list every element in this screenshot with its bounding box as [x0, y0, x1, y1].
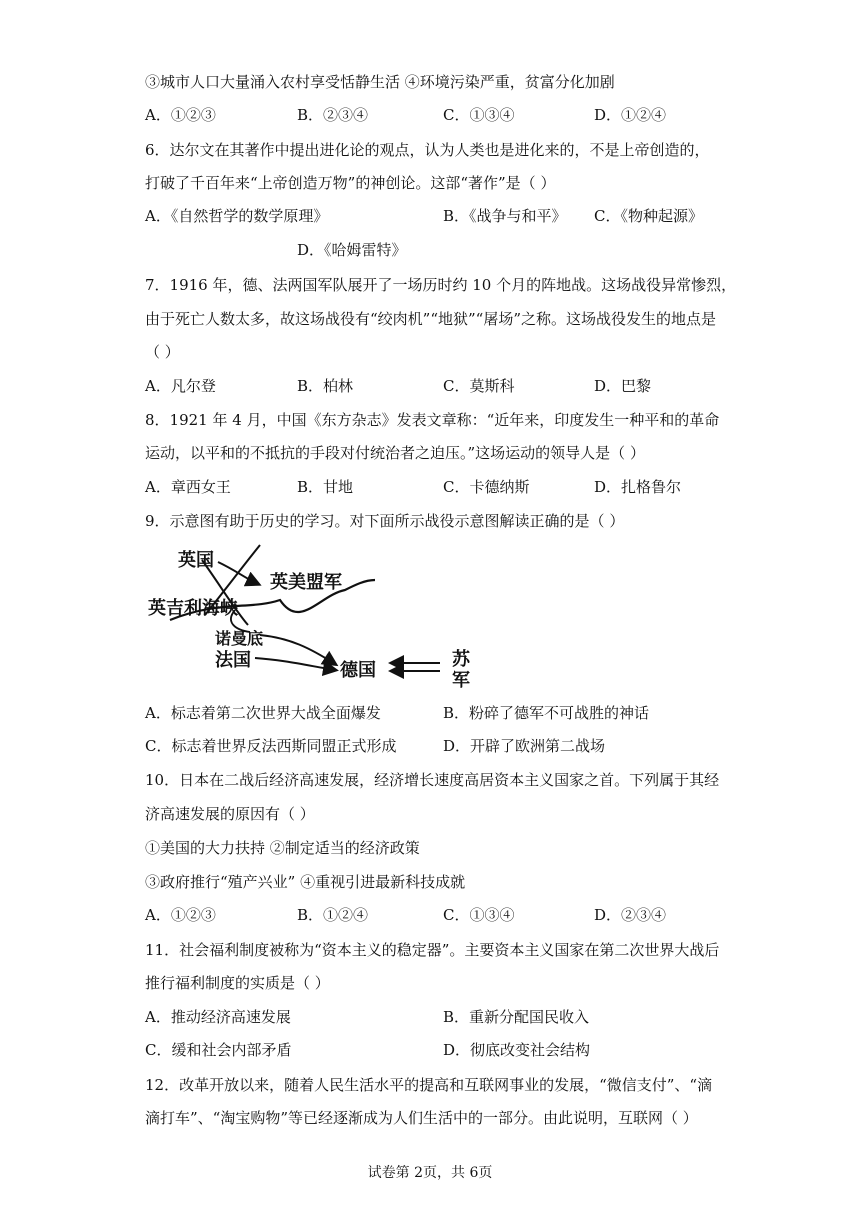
map-label-channel: 英吉利海峡 — [148, 598, 238, 619]
battle-map-diagram — [140, 540, 480, 690]
q6-option-a[interactable]: A．《自然哲学的数学原理》 — [145, 207, 329, 225]
q8-option-d[interactable]: D．扎格鲁尔 — [594, 478, 682, 496]
q5-option-c[interactable]: C．①③④ — [443, 106, 515, 124]
q11-option-d[interactable]: D．彻底改变社会结构 — [443, 1041, 591, 1059]
q10-statement-2: ③政府推行“殖产兴业” ④重视引进最新科技成就 — [145, 873, 466, 891]
q5-option-b[interactable]: B．②③④ — [297, 106, 369, 124]
q5-option-d[interactable]: D．①②④ — [594, 106, 667, 124]
q9-option-a[interactable]: A．标志着第二次世界大战全面爆发 — [145, 704, 381, 722]
page-footer: 试卷第 2页，共 6页 — [367, 1165, 493, 1181]
q6-option-b[interactable]: B．《战争与和平》 — [443, 207, 567, 225]
allies-arrow — [218, 562, 258, 584]
q7-option-a[interactable]: A．凡尔登 — [145, 377, 216, 395]
q11-stem-line-1: 11．社会福利制度被称为“资本主义的稳定器”。主要资本主义国家在第二次世界大战后 — [145, 941, 720, 959]
q7-stem-line-2: 由于死亡人数太多，故这场战役有“绞肉机”“地狱”“屠场”之称。这场战役发生的地点是 — [145, 310, 717, 328]
q7-stem-line-1: 7．1916 年，德、法两国军队展开了一场历时约 10 个月的阵地战。这场战役异常惨烈， — [145, 276, 737, 294]
q9-option-d[interactable]: D．开辟了欧洲第二战场 — [443, 737, 606, 755]
q8-stem-line-1: 8．1921 年 4 月，中国《东方杂志》发表文章称：“近年来，印度发生一种平和的革命 — [145, 411, 720, 429]
france-to-germany-arrow — [255, 658, 335, 670]
q10-option-a[interactable]: A．①②③ — [145, 906, 216, 924]
map-label-france: 法国 — [215, 650, 251, 671]
q8-option-b[interactable]: B．甘地 — [297, 478, 354, 496]
map-label-normandy: 诺曼底 — [215, 629, 264, 648]
q10-option-c[interactable]: C．①③④ — [443, 906, 515, 924]
q6-option-c[interactable]: C．《物种起源》 — [594, 207, 703, 225]
map-label-germany: 德国 — [340, 660, 376, 681]
q5-option-a[interactable]: A．①②③ — [145, 106, 216, 124]
q12-stem-line-1: 12．改革开放以来，随着人民生活水平的提高和互联网事业的发展，“微信支付”、“滴 — [145, 1076, 713, 1094]
q9-stem-line-1: 9．示意图有助于历史的学习。对下面所示战役示意图解读正确的是（ ） — [145, 512, 625, 530]
q10-option-b[interactable]: B．①②④ — [297, 906, 369, 924]
q10-stem-line-2: 济高速发展的原因有（ ） — [145, 805, 315, 823]
q8-option-a[interactable]: A．章西女王 — [145, 478, 231, 496]
q7-option-d[interactable]: D．巴黎 — [594, 377, 652, 395]
q8-option-c[interactable]: C．卡德纳斯 — [443, 478, 530, 496]
q7-option-b[interactable]: B．柏林 — [297, 377, 354, 395]
q11-option-a[interactable]: A．推动经济高速发展 — [145, 1008, 291, 1026]
q6-option-d[interactable]: D．《哈姆雷特》 — [297, 241, 407, 259]
map-label-uk: 英国 — [178, 550, 214, 571]
q11-stem-line-2: 推行福利制度的实质是（ ） — [145, 974, 330, 992]
map-label-soviet-1: 苏 — [452, 649, 470, 670]
q10-statement-1: ①美国的大力扶持 ②制定适当的经济政策 — [145, 839, 420, 857]
q11-option-c[interactable]: C．缓和社会内部矛盾 — [145, 1041, 292, 1059]
q7-stem-line-3: （ ） — [145, 343, 180, 361]
q6-stem-line-1: 6．达尔文在其著作中提出进化论的观点，认为人类也是进化来的，不是上帝创造的， — [145, 141, 710, 159]
q12-stem-line-2: 滴打车”、“淘宝购物”等已经逐渐成为人们生活中的一部分。由此说明，互联网（ ） — [145, 1109, 698, 1127]
q9-option-c[interactable]: C．标志着世界反法西斯同盟正式形成 — [145, 737, 397, 755]
q10-option-d[interactable]: D．②③④ — [594, 906, 667, 924]
q10-stem-line-1: 10．日本在二战后经济高速发展，经济增长速度高居资本主义国家之首。下列属于其经 — [145, 771, 720, 789]
q9-option-b[interactable]: B．粉碎了德军不可战胜的神话 — [443, 704, 650, 722]
map-label-allies: 英美盟军 — [270, 572, 342, 593]
map-label-soviet-2: 军 — [452, 670, 470, 690]
q11-option-b[interactable]: B．重新分配国民收入 — [443, 1008, 590, 1026]
q8-stem-line-2: 运动，以平和的不抵抗的手段对付统治者之迫压。”这场运动的领导人是（ ） — [145, 444, 645, 462]
q5-statement: ③城市人口大量涌入农村享受恬静生活 ④环境污染严重，贫富分化加剧 — [145, 73, 615, 91]
q7-option-c[interactable]: C．莫斯科 — [443, 377, 515, 395]
q6-stem-line-2: 打破了千百年来“上帝创造万物”的神创论。这部“著作”是（ ） — [145, 174, 556, 192]
